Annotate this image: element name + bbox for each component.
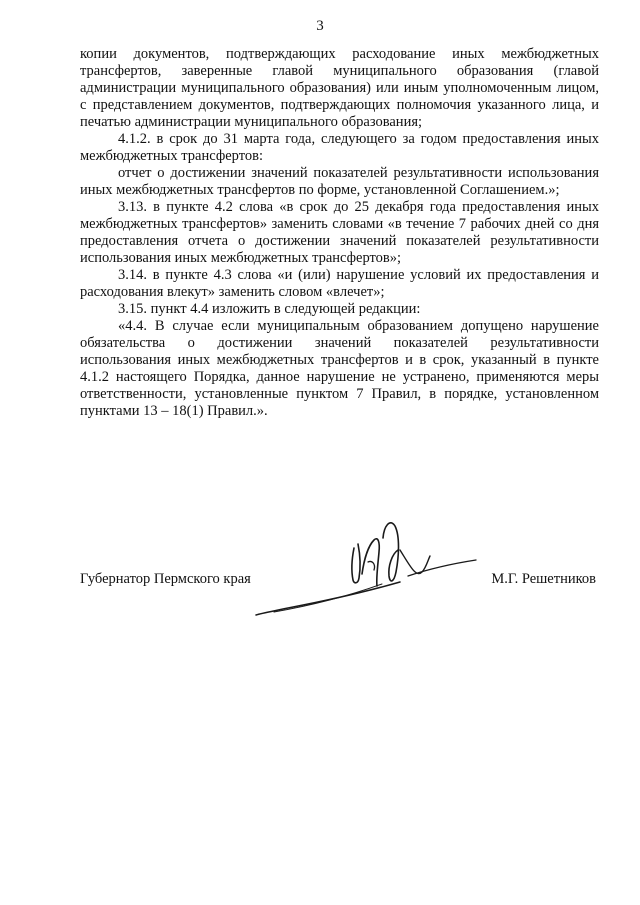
signer-name: М.Г. Решетников bbox=[491, 571, 596, 587]
signature-block bbox=[0, 520, 640, 630]
paragraph-1: копии документов, подтверждающих расходование иных межбюджетных трансфертов, заверенные главой муниципального образования (главой администрации муниципального образования) или иным уполномоченным лицом, с представлением документов, подтверждающих полномочия указанного лица, и печатью администрации муниципального образования; bbox=[80, 46, 599, 130]
paragraph-5: 3.14. в пункте 4.3 слова «и (или) нарушение условий их предоставления и расходования влекут» заменить словом «влечет»; bbox=[80, 267, 599, 300]
paragraph-6: 3.15. пункт 4.4 изложить в следующей редакции: bbox=[118, 301, 421, 317]
signer-title: Губернатор Пермского края bbox=[80, 571, 251, 587]
paragraph-7: «4.4. В случае если муниципальным образованием допущено нарушение обязательства о достижении значений показателей результативности использования иных межбюджетных трансфертов и в срок, указанный в пункте 4.1.2 настоящего Порядка, данное нарушение не устранено, применяются меры ответственности, установленные пунктом 7 Правил, в порядке, установленном пунктами 13 – 18(1) Правил.». bbox=[80, 318, 599, 419]
paragraph-4: 3.13. в пункте 4.2 слова «в срок до 25 декабря года предоставления иных межбюджетных трансфертов» заменить словами «в течение 7 рабочих дней со дня предоставления отчета о достижении значений показателей результативности использования иных межбюджетных трансфертов»; bbox=[80, 199, 599, 266]
document-body bbox=[80, 46, 599, 420]
paragraph-2: 4.1.2. в срок до 31 марта года, следующего за годом предоставления иных межбюджетных трансфертов: bbox=[80, 131, 599, 164]
paragraph-3: отчет о достижении значений показателей результативности использования иных межбюджетных трансфертов по форме, установленной Соглашением.»; bbox=[80, 165, 599, 198]
handwritten-signature bbox=[250, 520, 490, 630]
page-number: 3 bbox=[316, 18, 324, 34]
